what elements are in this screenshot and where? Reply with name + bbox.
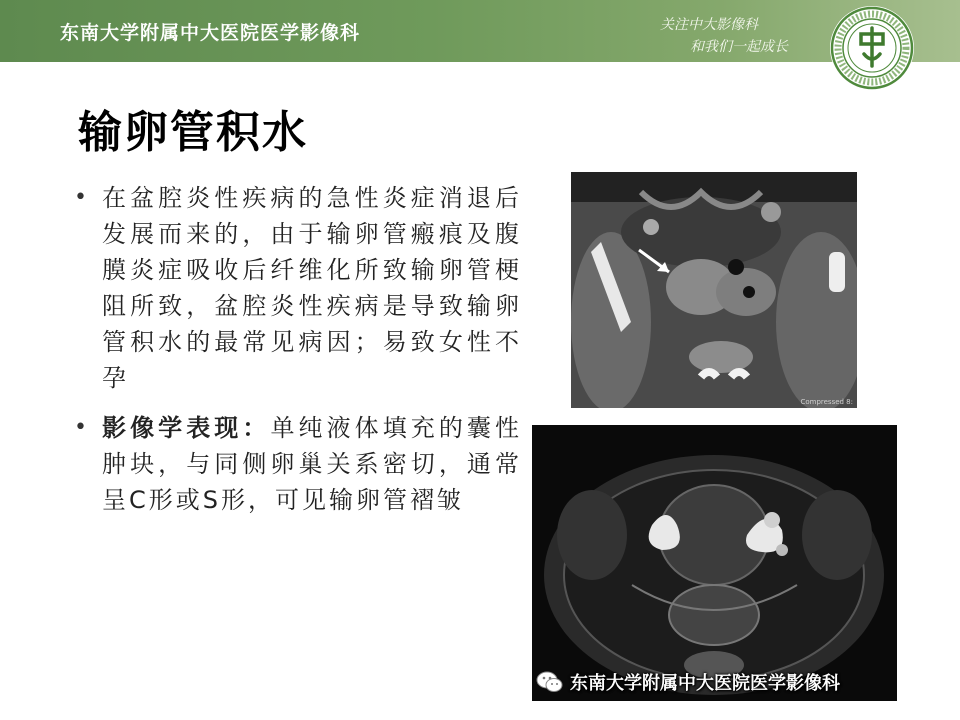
- watermark: [536, 668, 840, 696]
- wechat-icon: [536, 670, 564, 694]
- slogan-line-1: 关注中大影像科: [660, 17, 758, 33]
- bullet-text: 在盆腔炎性疾病的急性炎症消退后发展而来的，由于输卵管瘢痕及腹膜炎症吸收后纤维化所致输卵管梗阻所致，盆腔炎性疾病是导致输卵管积水的最常见病因；易致女性不孕: [102, 184, 522, 392]
- slide-title: 输卵管积水: [78, 107, 308, 158]
- slogan-line-2: 和我们一起成长: [690, 39, 788, 55]
- bullet-item: [72, 410, 522, 518]
- bullet-label: 影像学表现：: [102, 414, 271, 442]
- bullet-text: 单纯液体填充的囊性肿块，与同侧卵巢关系密切，通常呈C形或S形，可见输卵管褶皱: [102, 414, 523, 514]
- watermark-text: 东南大学附属中大医院医学影像科: [570, 673, 840, 694]
- ct-annotation: Compressed 8:: [800, 398, 853, 406]
- hospital-logo: [828, 4, 916, 92]
- header-banner: [0, 0, 960, 62]
- bullet-item: [72, 180, 522, 396]
- bullet-dot-icon: •: [74, 415, 90, 440]
- bullet-dot-icon: •: [74, 185, 90, 210]
- mri-image: [532, 425, 897, 701]
- bullet-list: [72, 180, 522, 518]
- ct-image: [571, 172, 857, 408]
- mri-scan-graphic: [532, 425, 897, 701]
- header-title: 东南大学附属中大医院医学影像科: [60, 22, 361, 44]
- ct-scan-graphic: [571, 172, 857, 408]
